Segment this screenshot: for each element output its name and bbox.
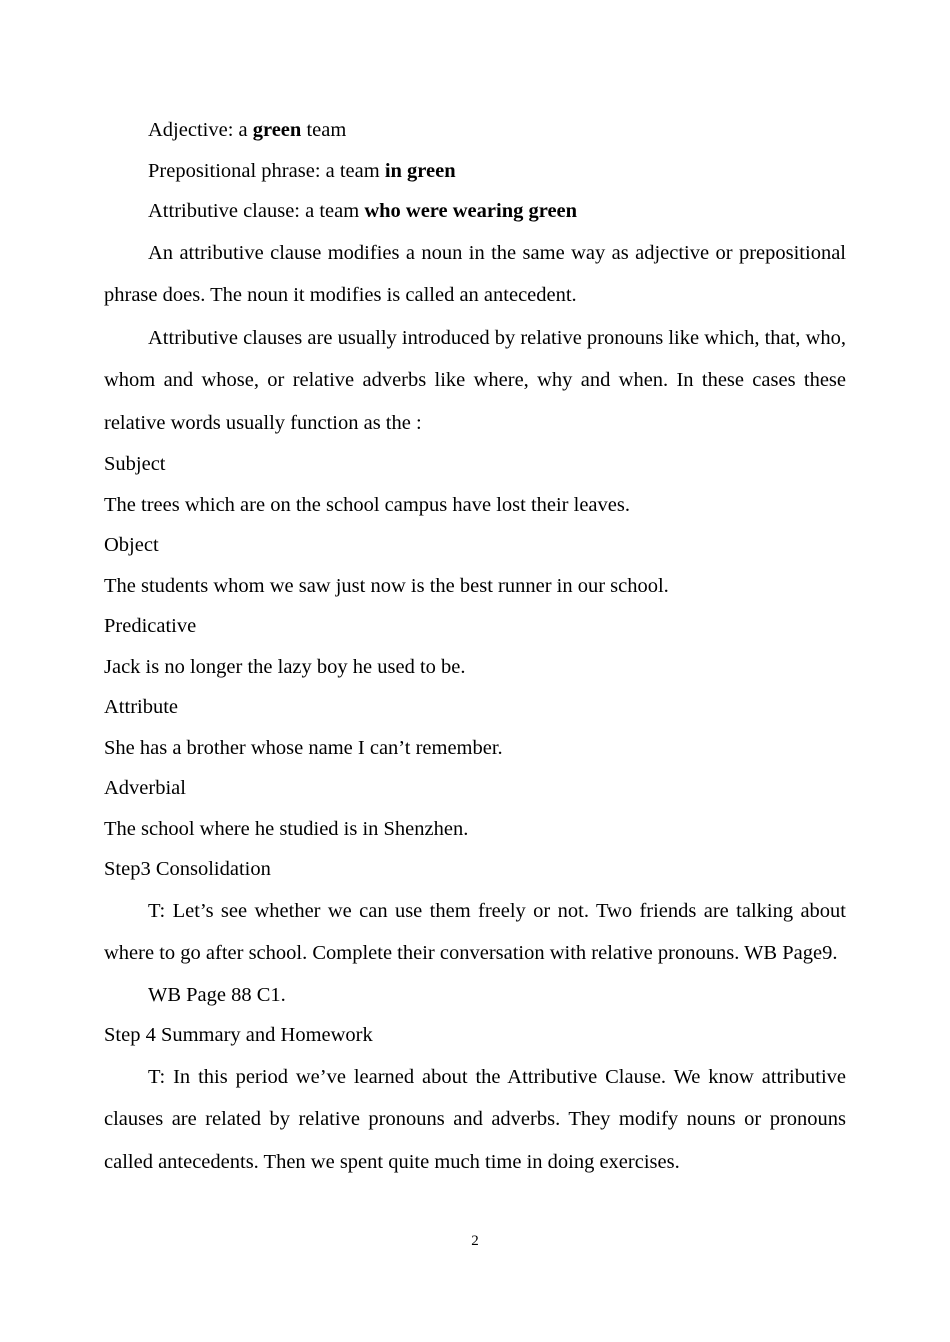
prep-bold: in green xyxy=(384,159,456,182)
function-label-attribute: Attribute xyxy=(104,696,179,718)
function-example-adverbial: The school where he studied is in Shenzhen. xyxy=(104,817,469,840)
function-label-predicative: Predicative xyxy=(104,615,197,637)
function-example-attribute: She has a brother whose name I can’t remember. xyxy=(104,736,503,759)
function-example-object: The students whom we saw just now is the best runner in our school. xyxy=(104,574,669,597)
adjective-bold: green xyxy=(252,119,302,141)
function-label-subject: Subject xyxy=(104,453,166,475)
page-number: 2 xyxy=(471,1233,479,1249)
function-label-adverbial: Adverbial xyxy=(104,777,186,799)
adjective-prefix: Adjective: a xyxy=(148,119,253,141)
step3-wb: WB Page 88 C1. xyxy=(148,983,286,1006)
paragraph-relative-words: Attributive clauses are usually introduced by relative pronouns like which, that, who, whom and whose, or relative adverbs like where, why and when. In these cases these relative words usually function as the : xyxy=(104,326,846,434)
adjective-suffix: team xyxy=(301,119,347,141)
step4-text: T: In this period we’ve learned about the Attributive Clause. We know attributive clauses are related by relative pronouns and adverbs. They modify nouns or pronouns called antecedents. Then we spent quite much time in doing exercises. xyxy=(104,1065,846,1173)
step4-heading: Step 4 Summary and Homework xyxy=(104,1024,373,1046)
attributive-example xyxy=(104,191,846,232)
step3-text: T: Let’s see whether we can use them freely or not. Two friends are talking about where to go after school. Complete their conversation with relative pronouns. WB Page9. xyxy=(104,899,846,964)
adjective-example xyxy=(104,110,846,151)
attr-bold: who were wearing green xyxy=(364,200,578,222)
step3-heading: Step3 Consolidation xyxy=(104,858,271,880)
page-content xyxy=(104,110,846,1183)
prepositional-example xyxy=(104,151,846,192)
attr-prefix: Attributive clause: a team xyxy=(148,200,365,222)
paragraph-antecedent: An attributive clause modifies a noun in the same way as adjective or prepositional phrase does. The noun it modifies is called an antecedent. xyxy=(104,241,846,306)
function-label-object: Object xyxy=(104,534,159,556)
function-example-predicative: Jack is no longer the lazy boy he used to be. xyxy=(104,655,466,678)
function-example-subject: The trees which are on the school campus have lost their leaves. xyxy=(104,493,630,516)
prep-prefix: Prepositional phrase: a team xyxy=(148,159,385,182)
